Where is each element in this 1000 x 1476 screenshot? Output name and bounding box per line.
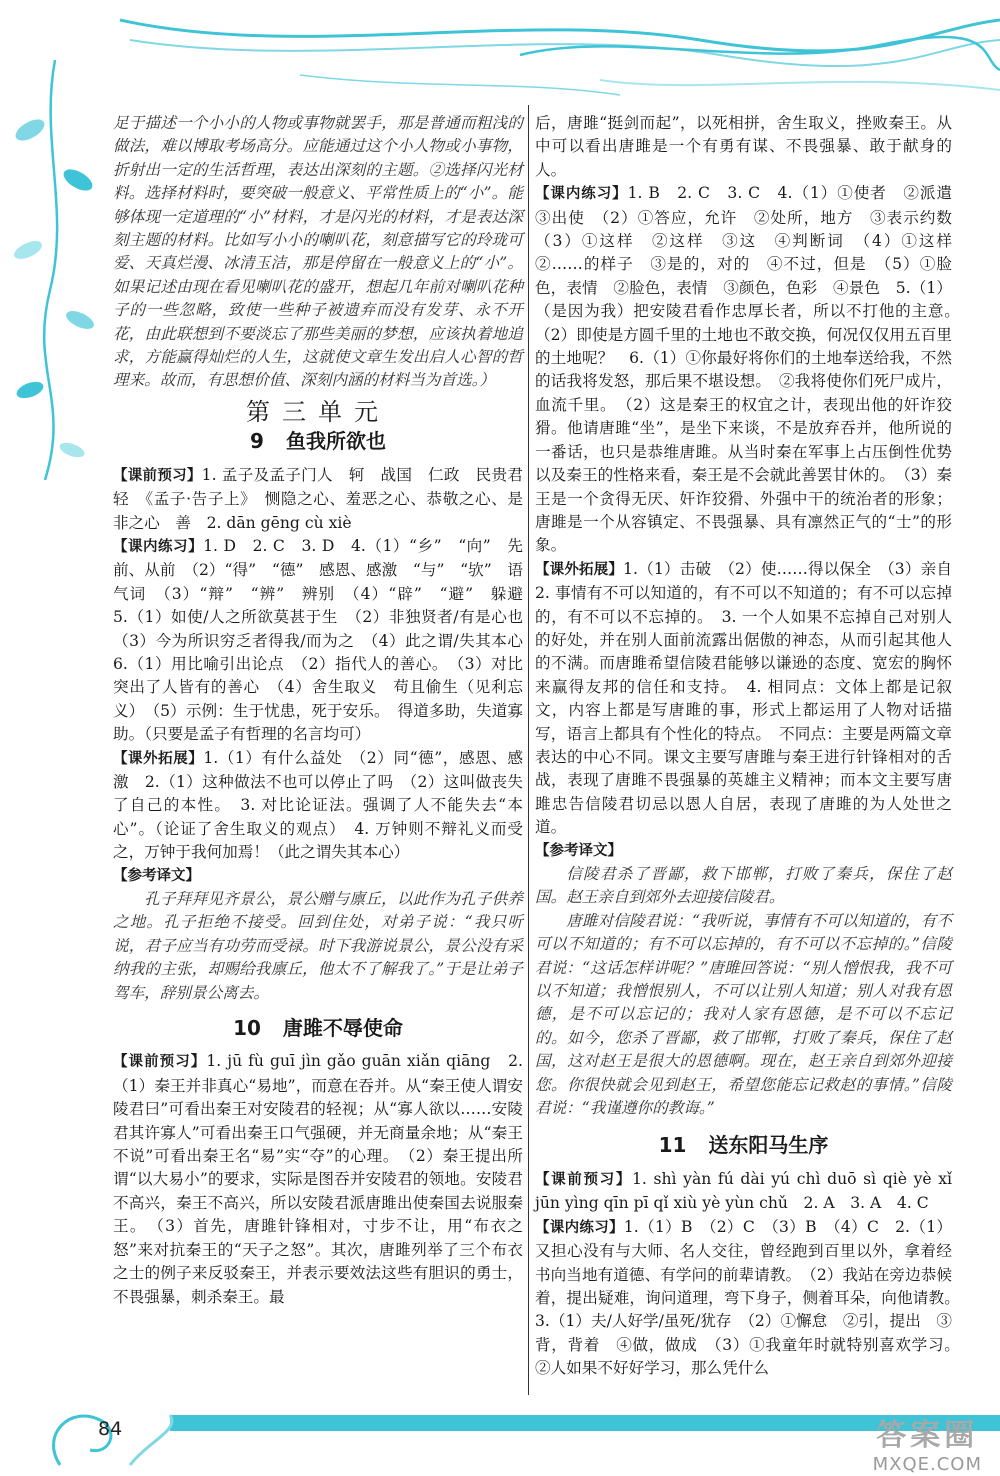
reference-translation: 孔子拜拜见齐景公，景公赠与廪丘，以此作为孔子供养之地。孔子拒绝不接受。回到住处，对弟子说：“我只听说，君子应当有功劳而受禄。时下我游说景公，景公没有采纳我的主张，却赐给我廪丘，他太不了解我了。”于是让弟子驾车，辞别景公离去。 — [113, 890, 523, 1002]
bottom-band-decoration — [0, 1395, 1000, 1476]
section-tag: 【课内练习】 — [535, 1219, 624, 1236]
section-tag: 【课前预习】 — [535, 1171, 632, 1188]
reference-translation-tag: 【参考译文】 — [113, 867, 200, 884]
section-text: 1.（1）有什么益处 （2）同“德”，感恩、感激 2.（1）这种做法不也可以停止了吗 （2）这叫做丧失了自己的本性。 3. 对比论证法。强调了人不能失去“本心”。（论证了舍生取义的观点） 4. 万钟则不辩礼义而受之，万钟于我何加焉！（此之谓失其本心） — [113, 748, 523, 862]
lesson-title: 唐雎不辱使命 — [282, 1016, 403, 1041]
section-text: 1.（1）B （2）C （3）B （4）C 2.（1）又担心没有与大师、名人交往，曾经跑到百里以外，拿着经书向当地有道德、有学问的前辈请教。 （2）我站在旁边恭候着，提出疑难，询问道理，弯下身子，侧着耳朵，向他请教。 3.（1）夫/人好学/虽死/犹存 （2）①懈怠 ②引，提出 ③背，背着 ④做，做成 （3）①我童年时就特别喜欢学习。 ②人如果不好好学习，那么凭什么 — [535, 1217, 968, 1378]
section-text: 1. 孟子及孟子门人 轲 战国 仁政 民贵君轻 《孟子·告子上》 恻隐之心、羞恶之心、恭敬之心、是非之心 善 2. dān gēng cù xiè — [113, 465, 523, 532]
left-column — [113, 112, 539, 1309]
lesson-number: 9 — [250, 429, 264, 454]
lesson-number: 10 — [233, 1016, 261, 1041]
section-tag: 【课内练习】 — [535, 186, 628, 203]
continued-paragraph: 足于描述一个小小的人物或事物就罢手，那是普通而粗浅的做法，难以博取考场高分。应能通过这个小人物或小事物，折射出一定的生活哲理，表达出深刻的主题。②选择闪光材料。选择材料时，要突破一般意义、平常性质上的“小”。能够体现一定道理的“小”材料，才是闪光的材料，才是表达深刻主题的材料。比如写小小的喇叭花，刻意描写它的玲珑可爱、天真烂漫、冰清玉洁，那是停留在一般意义上的“小”。如果记述由现在看见喇叭花的盛开，想起几年前对喇叭花种子的一些忽略，致使一些种子被遗弃而没有发芽、永不开花，由此联想到不要淡忘了那些美丽的梦想，应该执着地追求，方能赢得灿烂的人生，这就使文章生发出启人心智的哲理来。故而，有思想价值、深刻内涵的材料当为首选。） — [113, 114, 523, 390]
section-text: 1.（1）击破 （2）使……得以保全 （3）亲自 2. 事情有不可以知道的，有不可以不知道的；有不可以忘掉的，有不可以不忘掉的。 3. 一个人如果不忘掉自己对别人的好处，并在别人面前流露出倨傲的神态，从而引起其他人的不满。而唐雎希望信陵君能够以谦逊的态度、宽宏的胸怀来赢得友邦的信任和支持。 4. 相同点：文体上都是记叙文，内容上都是写唐雎的事，形式上都运用了人物对话描写，语言上都具有个性化的特点。 不同点：主要是两篇文章表达的中心不同。课文主要写唐雎与秦王进行针锋相对的舌战，表现了唐雎不畏强暴的英雄主义精神；而本文主要写唐雎忠告信陵君切忌以恩人自居，表现了唐雎的为人处世之道。 — [535, 559, 968, 837]
right-column — [535, 112, 968, 1381]
section-tag: 【课外拓展】 — [535, 561, 624, 578]
section-tag: 【课内练习】 — [113, 538, 204, 555]
top-ribbon-decoration — [0, 0, 1000, 110]
page-number: 84 — [98, 1418, 123, 1440]
left-vine-decoration — [0, 60, 110, 480]
section-text: 1. jū fù guī jìn gǎo guān xiǎn qiāng 2.（1）秦王并非真心“易地”，而意在吞并。从“秦王使人谓安陵君曰”可看出秦王对安陵君的轻视；从“寡人欲以……安陵君其许寡人”可看出秦王口气强硬，并无商量余地；从“秦王不说”可看出秦王名“易”实“夺”的心理。 （2）秦王提出所谓“以大易小”的要求，实际是图吞并安陵君的领地。安陵君不高兴，秦王不高兴，所以安陵君派唐雎出使秦国去说服秦王。 （3）首先，唐雎针锋相对，寸步不让，用“布衣之怒”来对抗秦王的“天子之怒”。其次，唐雎列举了三个布衣之士的例子来反驳秦王，并表示要效法这些有胆识的勇士，不畏强暴，刺杀秦王。最 — [113, 1052, 524, 1306]
reference-translation-paragraph: 信陵君杀了晋鄙，救下邯郸，打败了秦兵，保住了赵国。赵王亲自到郊外去迎接信陵君。 — [535, 865, 952, 907]
section-tag: 【课前预习】 — [113, 1054, 207, 1071]
lesson-9-preview — [113, 464, 523, 535]
lesson-11-heading — [535, 1134, 952, 1157]
lesson-9-in-class — [113, 535, 539, 747]
lesson-title: 鱼我所欲也 — [285, 429, 386, 454]
lesson-9-heading — [113, 430, 523, 453]
lesson-10-in-class — [535, 182, 968, 558]
reference-translation-tag: 【参考译文】 — [535, 842, 622, 859]
column-divider — [528, 105, 529, 1395]
unit-title: 第三单元 — [246, 397, 390, 426]
lesson-10-extension — [535, 558, 968, 840]
lesson-title: 送东阳马生序 — [708, 1133, 829, 1158]
watermark-url: MXQE.COM — [872, 1454, 982, 1475]
watermark-logo — [873, 1410, 982, 1475]
continued-answer: 后，唐雎“挺剑而起”，以死相拼，舍生取义，挫败秦王。从中可以看出唐雎是一个有勇有谋、不畏强暴、敢于献身的人。 — [535, 114, 952, 179]
lesson-10-preview — [113, 1050, 523, 1308]
lesson-number: 11 — [658, 1133, 687, 1158]
section-tag: 【课外拓展】 — [113, 750, 204, 767]
section-tag: 【课前预习】 — [113, 467, 202, 484]
lesson-10-heading — [113, 1017, 523, 1040]
section-text: 1. shì yàn fú dài yú chì duō sì qiè yè xǐ jūn yìng qīn pī qǐ xiù yè yùn chǔ 2. A 3. A 4. C — [535, 1169, 953, 1213]
reference-translation-paragraph: 唐雎对信陵君说：“我听说，事情有不可以知道的，有不可以不知道的；有不可以忘掉的，有不可以不忘掉的。”信陵君说：“这话怎样讲呢？”唐雎回答说：“别人憎恨我，我不可以不知道；我憎恨别人，不可以让别人知道；别人对我有恩德，是不可以忘记的；我对人家有恩德，是不可以不忘记的。如今，您杀了晋鄙，救了邯郸，打败了秦兵，保住了赵国，这对赵王是很大的恩德啊。现在，赵王亲自到郊外迎接您。你很快就会见到赵王，希望您能忘记救赵的事情。”信陵君说：“我谨遵你的教诲。” — [535, 911, 952, 1118]
section-text: 1. D 2. C 3. D 4.（1）“乡” “向” 先前、从前 （2）“得” “德” 感恩、感激 “与” “欤” 语气词 （3）“辩” “辨” 辨别 （4）“辟” “避” 躲避 5.（1）如使/人之所欲莫甚于生 （2）非独贤者/有是心也 （3）今为所识穷乏者得我/而为之 （4）此之谓/失其本心 6.（1）用比喻引出论点 （2）指代人的善心。 （3）对比 突出了人皆有的善心 （4）舍生取义 苟且偷生（见利忘义） （5）示例：生于忧患，死于安乐。 得道多助，失道寡助。（只要是孟子有哲理的名言均可） — [113, 536, 539, 744]
watermark-title: 答案圈 — [876, 1418, 979, 1453]
lesson-9-extension — [113, 747, 523, 865]
lesson-11-in-class — [535, 1216, 968, 1381]
lesson-11-preview — [535, 1168, 952, 1216]
section-text: 1. B 2. C 3. C 4.（1）①使者 ②派遣 ③出使 （2）①答应，允许 ②处所，地方 ③表示约数 （3）①这样 ②这样 ③这 ④判断词 （4）①这样 ②……的样子 ③是的，对的 ④不过，但是 （5）①脸色，表情 ②脸色，表情 ③颜色，色彩 ④景色 5.（1）（是因为我）把安陵君看作忠厚长者，所以不打他的主意。 （2）即使是方圆千里的土地也不敢交换，何况仅仅用五百里的土地呢？ 6.（1）①你最好将你们的土地奉送给我，不然的话我将发怒，那后果不堪设想。 ②我将使你们死尸成片，血流千里。 （2）这是秦王的权宜之计，表现出他的奸诈狡猾。他请唐雎“坐”，是坐下来谈，不是放弃吞并，他所说的一番话，也只是恭维唐雎。从当时秦在军事上占压倒性优势以及秦王的性格来看，秦王是不会就此善罢甘休的。 （3）秦王是一个贪得无厌、奸诈狡猾、外强中干的统治者的形象；唐雎是一个从容镇定、不畏强暴、具有凛然正气的“士”的形象。 — [535, 184, 968, 555]
